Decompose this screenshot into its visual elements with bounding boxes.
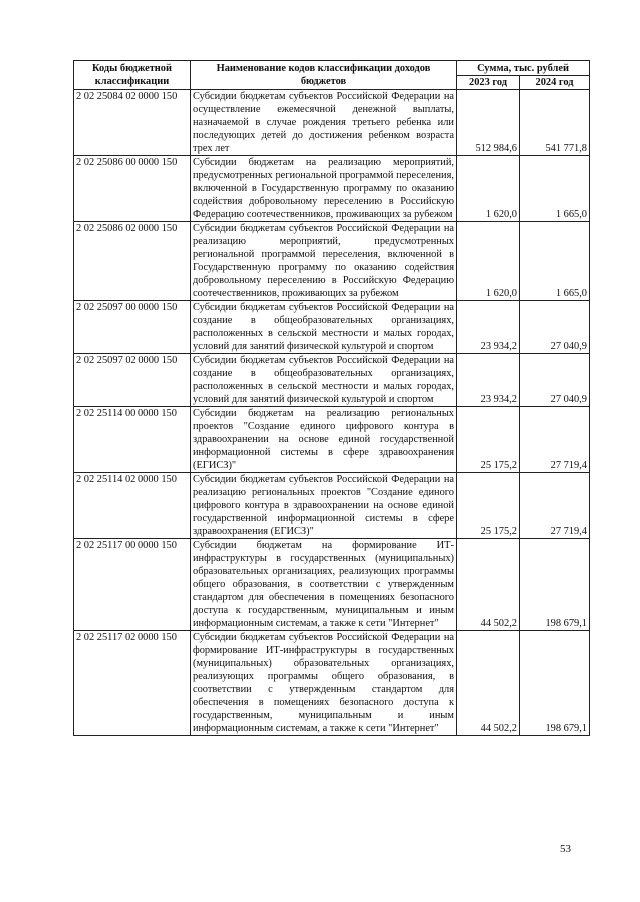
row-sum-2023: 1 620,0 [457,156,520,222]
table-row [74,156,590,222]
row-name: Субсидии бюджетам на реализацию региональных проектов "Создание единого цифрового контура в здравоохранении на основе единой государственной информационной системы в сфере здравоохранения (ЕГИСЗ)" [191,407,457,473]
row-sum-2023: 25 175,2 [457,407,520,473]
table-row [74,90,590,156]
row-sum-2024: 198 679,1 [520,631,590,736]
row-sum-2024: 27 040,9 [520,354,590,407]
row-code: 2 02 25086 00 0000 150 [74,156,191,222]
header-year-2024: 2024 год [520,76,590,90]
row-sum-2023: 44 502,2 [457,539,520,631]
row-sum-2023: 23 934,2 [457,301,520,354]
row-name: Субсидии бюджетам субъектов Российской Федерации на формирование ИТ-инфраструктуры в государственных (муниципальных) образовательных организациях, реализующих программы общего образования, в соответствии с утвержденным стандартом для обеспечения в помещениях безопасного доступа к государственным, муниципальным и иным информационным системам, а также к сети "Интернет" [191,631,457,736]
row-code: 2 02 25117 00 0000 150 [74,539,191,631]
row-code: 2 02 25086 02 0000 150 [74,222,191,301]
row-sum-2023: 23 934,2 [457,354,520,407]
table-row [74,222,590,301]
row-name: Субсидии бюджетам субъектов Российской Федерации на создание в общеобразовательных организациях, расположенных в сельской местности и малых городах, условий для занятий физической культурой и спортом [191,301,457,354]
table-row [74,539,590,631]
row-code: 2 02 25097 00 0000 150 [74,301,191,354]
row-name: Субсидии бюджетам субъектов Российской Федерации на осуществление ежемесячной денежной выплаты, назначаемой в случае рождения третьего ребенка или последующих детей до достижения ребенком возраста трех лет [191,90,457,156]
row-sum-2024: 27 719,4 [520,407,590,473]
row-sum-2023: 1 620,0 [457,222,520,301]
row-sum-2024: 198 679,1 [520,539,590,631]
header-name: Наименование кодов классификации доходов бюджетов [191,61,457,90]
row-code: 2 02 25097 02 0000 150 [74,354,191,407]
row-sum-2023: 44 502,2 [457,631,520,736]
table-body [74,90,590,736]
row-sum-2024: 541 771,8 [520,90,590,156]
budget-table [73,60,590,736]
row-sum-2023: 25 175,2 [457,473,520,539]
table-row [74,407,590,473]
row-code: 2 02 25084 02 0000 150 [74,90,191,156]
header-codes: Коды бюджетной классификации [74,61,191,90]
header-year-2023: 2023 год [457,76,520,90]
row-sum-2024: 1 665,0 [520,222,590,301]
row-name: Субсидии бюджетам на формирование ИТ-инфраструктуры в государственных (муниципальных) образовательных организациях, реализующих программы общего образования, в соответствии с утвержденным стандартом для обеспечения в помещениях безопасного доступа к государственным, муниципальным и иным информационным системам, а также к сети "Интернет" [191,539,457,631]
row-code: 2 02 25114 00 0000 150 [74,407,191,473]
row-name: Субсидии бюджетам субъектов Российской Федерации на создание в общеобразовательных организациях, расположенных в сельской местности и малых городах, условий для занятий физической культурой и спортом [191,354,457,407]
row-sum-2024: 27 719,4 [520,473,590,539]
table-row [74,631,590,736]
table-header-row [74,61,590,76]
row-code: 2 02 25114 02 0000 150 [74,473,191,539]
header-sum: Сумма, тыс. рублей [457,61,590,76]
row-sum-2024: 1 665,0 [520,156,590,222]
row-name: Субсидии бюджетам субъектов Российской Федерации на реализацию региональных проектов "Создание единого цифрового контура в здравоохранении на основе единой государственной информационной системы в сфере здравоохранения (ЕГИСЗ)" [191,473,457,539]
row-sum-2023: 512 984,6 [457,90,520,156]
table-row [74,301,590,354]
page-number: 53 [560,843,571,855]
row-code: 2 02 25117 02 0000 150 [74,631,191,736]
table-row [74,354,590,407]
table-row [74,473,590,539]
row-name: Субсидии бюджетам субъектов Российской Федерации на реализацию мероприятий, предусмотренных региональной программой переселения, включенной в Государственную программу по оказанию содействия добровольному переселению в Российскую Федерацию соотечественников, проживающих за рубежом [191,222,457,301]
row-sum-2024: 27 040,9 [520,301,590,354]
document-page [73,60,589,736]
row-name: Субсидии бюджетам на реализацию мероприятий, предусмотренных региональной программой переселения, включенной в Государственную программу по оказанию содействия добровольному переселению в Российскую Федерацию соотечественников, проживающих за рубежом [191,156,457,222]
